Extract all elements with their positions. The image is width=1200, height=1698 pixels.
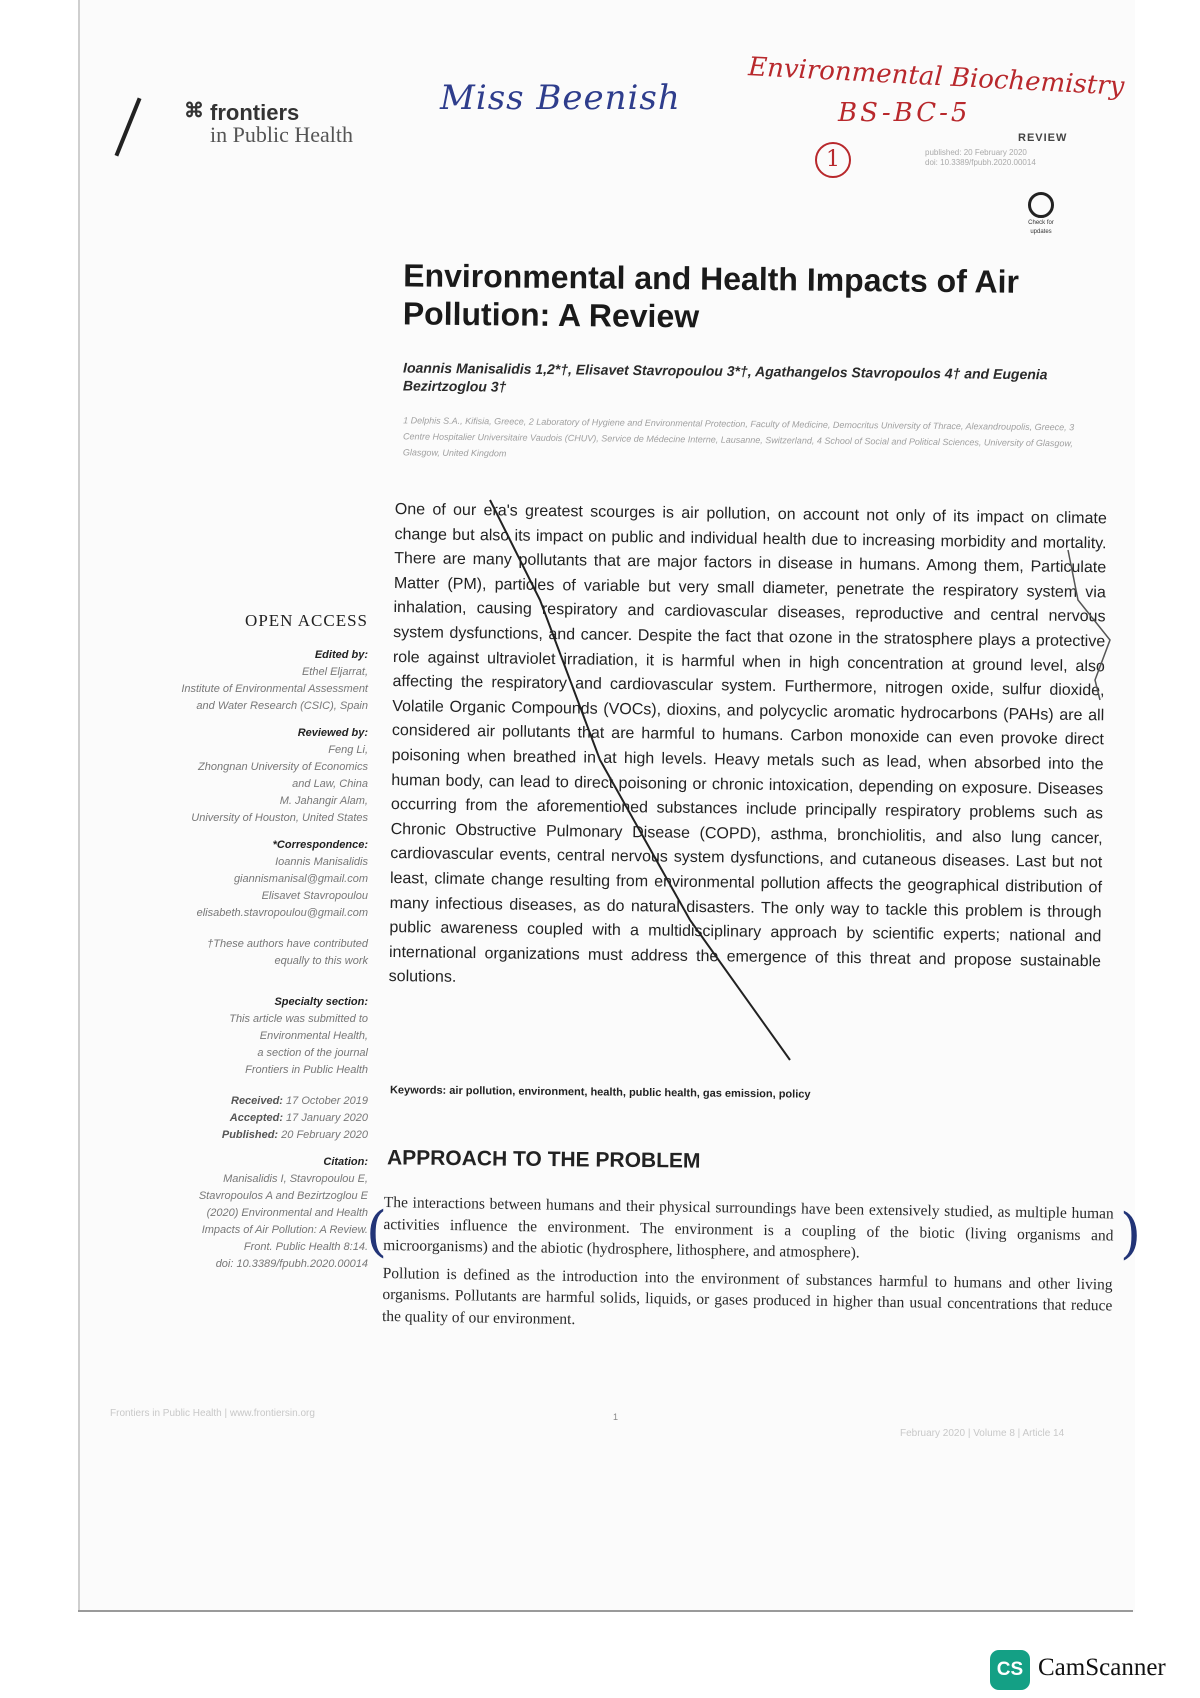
citation-line-3: (2020) Environmental and Health bbox=[206, 1207, 368, 1219]
check-updates-label-1: Check for bbox=[1028, 220, 1054, 226]
correspondent-1-name: Ioannis Manisalidis bbox=[275, 856, 368, 868]
citation-label: Citation: bbox=[323, 1156, 368, 1168]
specialty-section-label: Specialty section: bbox=[274, 996, 368, 1008]
body-paragraph-2: Pollution is defined as the introduction into the environment of substances harmful to humans and other living organisms. Pollutants are harmful solids, liquids, or gases produced in higher than usual concentrations that reduce the quality of our environment. bbox=[381, 1264, 1113, 1328]
check-updates-label-2: updates bbox=[1030, 229, 1052, 235]
diagonal-pen-stroke bbox=[490, 500, 790, 1060]
article-abstract: One of our era's greatest scourges is air pollution, on account not only of its impact on climate change but also its impact on public and individual health due to increasing morbidity and mortality. There are many pollutants that are major factors in disease in humans. Among them, Particulate Matter (PM), particles of variable but very small diameter, penetrate the respiratory system via inhalation, causing respiratory and cardiovascular diseases, reproductive and central nervous system dysfunctions, and cancer. Despite the fact that ozone in the stratosphere plays a protective role against ultraviolet irradiation, it is harmful when in high concentration at ground level, also affecting the respiratory and cardiovascular system. Furthermore, nitrogen oxide, sulfur dioxide, Volatile Organic Compounds (VOCs), dioxins, and polycyclic aromatic hydrocarbons (PAHs) are all considered air pollutants that are harmful to humans. Carbon monoxide can even provoke direct poisoning when breathed in at high levels. Heavy metals such as lead, when absorbed into the human body, can lead to direct poisoning or chronic intoxication, depending on exposure. Diseases occurring from the aforementioned substances include principally respiratory problems such as Chronic Obstructive Pulmonary Disease (COPD), asthma, bronchiolitis, and also lung cancer, cardiovascular events, central nervous system dysfunctions, and cutaneous diseases. Last but not least, climate change resulting from environmental pollution affects the geographical distribution of many infectious diseases, as do natural disasters. The only way to tackle this problem is through public awareness coupled with a multidisciplinary approach by scientific experts; national and international organizations must address the emergence of this threat and propose sustainable solutions. bbox=[388, 500, 1107, 987]
margin-pen-scribble bbox=[1068, 550, 1110, 700]
equal-contribution-note-1: †These authors have contributed bbox=[207, 938, 368, 950]
editor-affiliation-1: Institute of Environmental Assessment bbox=[181, 683, 368, 695]
reviewer-1-affiliation-1: Zhongnan University of Economics bbox=[198, 761, 368, 773]
handwritten-class-code: BS-BC-5 bbox=[838, 98, 971, 128]
citation-line-4: Impacts of Air Pollution: A Review. bbox=[201, 1224, 368, 1236]
accepted-label: Accepted: bbox=[229, 1112, 283, 1124]
equal-contribution-note-2: equally to this work bbox=[274, 955, 368, 967]
camscanner-watermark: CamScanner bbox=[1038, 1654, 1166, 1681]
section-heading: APPROACH TO THE PROBLEM bbox=[386, 1146, 701, 1173]
footer-page-number: 1 bbox=[613, 1412, 619, 1422]
reviewed-by-label: Reviewed by: bbox=[297, 727, 368, 739]
published-label: Published: bbox=[221, 1129, 279, 1141]
pen-bracket-left: ( bbox=[366, 1200, 388, 1263]
frontiers-logo-icon: ⌘ bbox=[184, 100, 204, 122]
citation-line-5: Front. Public Health 8:14. bbox=[243, 1241, 368, 1253]
accepted-date: 17 January 2020 bbox=[286, 1112, 368, 1124]
correspondent-2-email[interactable]: elisabeth.stavropoulou@gmail.com bbox=[196, 907, 368, 919]
article-authors: Ioannis Manisalidis 1,2*†, Elisavet Stavropoulou 3*†, Agathangelos Stavropoulos 4† and Eugenia Bezirtzoglou 3† bbox=[402, 359, 1048, 395]
reviewer-2-name: M. Jahangir Alam, bbox=[279, 795, 368, 807]
editor-name: Ethel Eljarrat, bbox=[301, 666, 368, 678]
citation-line-1: Manisalidis I, Stavropoulou E, bbox=[223, 1173, 368, 1185]
article-type-label: REVIEW bbox=[1018, 132, 1068, 144]
correspondent-1-email[interactable]: giannismanisal@gmail.com bbox=[233, 873, 368, 885]
reviewer-2-affiliation: University of Houston, United States bbox=[191, 812, 368, 824]
reviewer-1-name: Feng Li, bbox=[328, 744, 368, 756]
keywords-label: Keywords: bbox=[389, 1084, 447, 1097]
specialty-line-4: Frontiers in Public Health bbox=[245, 1064, 368, 1076]
handwritten-circled-number: 1 bbox=[815, 142, 851, 178]
camscanner-logo-icon: CS bbox=[990, 1650, 1030, 1690]
published-date: 20 February 2020 bbox=[281, 1129, 368, 1141]
publication-doi-line: doi: 10.3389/fpubh.2020.00014 bbox=[925, 158, 1036, 167]
publication-date-line: published: 20 February 2020 bbox=[925, 148, 1027, 157]
handwritten-teacher-name: Miss Beenish bbox=[440, 78, 681, 118]
open-access-label: OPEN ACCESS bbox=[245, 611, 368, 630]
specialty-line-2: Environmental Health, bbox=[259, 1030, 368, 1042]
body-paragraph-1: The interactions between humans and their physical surroundings have been extensively studied, as multiple human activities influence the environment. The environment is a coupling of the biotic (living organisms and microorganisms) and the abiotic (hydrosphere, lithosphere, and atmosphere). bbox=[383, 1193, 1114, 1262]
journal-subtitle: in Public Health bbox=[210, 122, 353, 147]
keywords-list: air pollution, environment, health, public health, gas emission, policy bbox=[449, 1084, 811, 1101]
specialty-line-3: a section of the journal bbox=[257, 1047, 368, 1059]
handwritten-subject: Environmental Biochemistry bbox=[747, 52, 1126, 102]
received-label: Received: bbox=[231, 1095, 283, 1107]
author-affiliations: 1 Delphis S.A., Kifisia, Greece, 2 Laboratory of Hygiene and Environmental Protection, Faculty of Medicine, Democritus University of Thrace, Alexandroupolis, Greece, 3 Centre Hospitalier Universitaire Vaudois (CHUV), Service de Médecine Interne, Lausanne, Switzerland, 4 School of Social and Political Sciences, University of Glasgow, Glasgow, United Kingdom bbox=[402, 415, 1075, 459]
specialty-line-1: This article was submitted to bbox=[229, 1013, 368, 1025]
correspondent-2-name: Elisavet Stavropoulou bbox=[261, 890, 368, 902]
article-title: Environmental and Health Impacts of Air Pollution: A Review bbox=[402, 257, 1020, 335]
received-date: 17 October 2019 bbox=[286, 1095, 368, 1107]
reviewer-1-affiliation-2: and Law, China bbox=[292, 778, 368, 790]
correspondence-label: *Correspondence: bbox=[272, 839, 368, 851]
journal-name: frontiers bbox=[210, 100, 300, 125]
citation-line-2: Stavropoulos A and Bezirtzoglou E bbox=[198, 1190, 368, 1202]
footer-volume-info: February 2020 | Volume 8 | Article 14 bbox=[900, 1428, 1065, 1439]
citation-doi[interactable]: doi: 10.3389/fpubh.2020.00014 bbox=[215, 1258, 368, 1270]
editor-affiliation-2: and Water Research (CSIC), Spain bbox=[196, 700, 368, 712]
pen-bracket-right: ) bbox=[1120, 1202, 1142, 1265]
edited-by-label: Edited by: bbox=[314, 649, 368, 661]
footer-journal-url: Frontiers in Public Health | www.frontiersin.org bbox=[110, 1408, 315, 1419]
